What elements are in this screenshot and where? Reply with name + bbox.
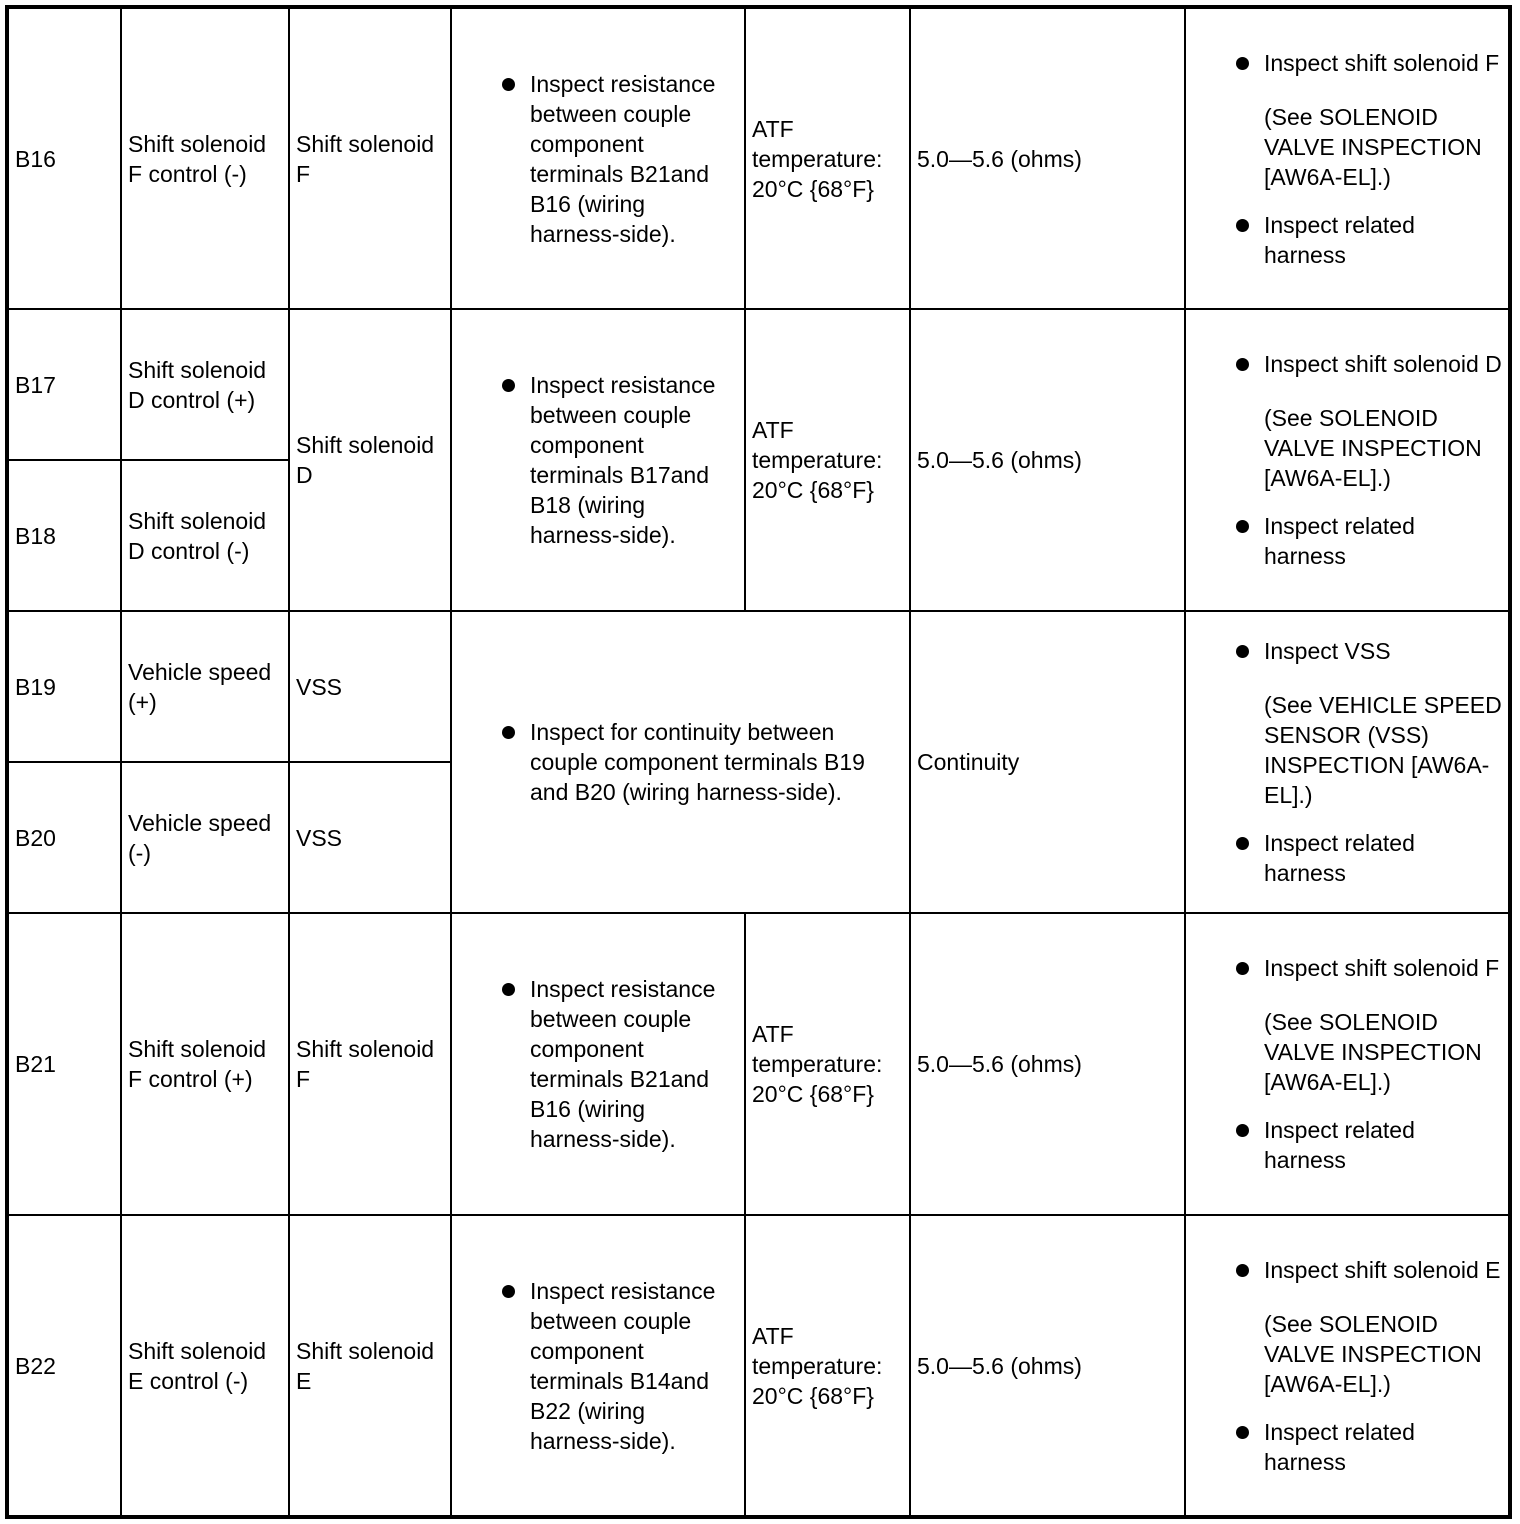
action-text: Inspect related harness xyxy=(1264,830,1415,886)
reference-note: (See SOLENOID VALVE INSPECTION [AW6A-EL].) xyxy=(1264,405,1482,491)
check-cell xyxy=(451,309,745,611)
terminal-cell: B20 xyxy=(7,762,121,913)
action-text: Inspect shift solenoid E xyxy=(1264,1256,1501,1283)
table-row xyxy=(7,611,1510,762)
action-cell xyxy=(1185,611,1510,913)
signal-cell: Vehicle speed (+) xyxy=(121,611,289,762)
terminal-cell: B22 xyxy=(7,1215,121,1517)
bullet-icon xyxy=(1236,1124,1249,1137)
action-text: Inspect VSS xyxy=(1264,638,1391,664)
list-item xyxy=(500,974,738,1154)
bullet-icon xyxy=(502,726,515,739)
component-cell: Shift solenoid E xyxy=(289,1215,451,1517)
reference-note: (See VEHICLE SPEED SENSOR (VSS) INSPECTION [AW6A-EL].) xyxy=(1264,692,1502,808)
list-item xyxy=(1234,953,1502,1097)
check-text: Inspect resistance between couple component terminals B21and B16 (wiring harness-side). xyxy=(530,70,716,247)
table-row xyxy=(7,913,1510,1215)
component-cell: Shift solenoid F xyxy=(289,913,451,1215)
component-cell: Shift solenoid D xyxy=(289,309,451,611)
condition-cell: ATF temperature: 20°C {68°F} xyxy=(745,7,910,309)
spec-cell: Continuity xyxy=(910,611,1185,913)
signal-cell: Shift solenoid F control (-) xyxy=(121,7,289,309)
action-text: Inspect shift solenoid F xyxy=(1264,955,1500,981)
reference-note: (See SOLENOID VALVE INSPECTION [AW6A-EL].) xyxy=(1264,1310,1482,1397)
spec-cell: 5.0—5.6 (ohms) xyxy=(910,7,1185,309)
list-item xyxy=(500,69,738,249)
bullet-icon xyxy=(502,1285,515,1298)
list-item xyxy=(500,370,738,550)
terminal-cell: B19 xyxy=(7,611,121,762)
bullet-icon xyxy=(1236,219,1249,232)
list-item xyxy=(1234,349,1502,493)
list-item xyxy=(1234,828,1502,888)
component-cell: VSS xyxy=(289,762,451,913)
table-row xyxy=(7,1215,1510,1517)
signal-cell: Shift solenoid F control (+) xyxy=(121,913,289,1215)
action-text: Inspect related harness xyxy=(1264,211,1415,268)
table-row xyxy=(7,7,1510,309)
check-cell xyxy=(451,7,745,309)
component-cell: VSS xyxy=(289,611,451,762)
check-text: Inspect resistance between couple component terminals B21and B16 (wiring harness-side). xyxy=(530,976,716,1152)
check-cell xyxy=(451,913,745,1215)
list-item xyxy=(500,717,903,807)
action-cell xyxy=(1185,1215,1510,1517)
reference-note: (See SOLENOID VALVE INSPECTION [AW6A-EL].) xyxy=(1264,1009,1482,1095)
check-text: Inspect resistance between couple component terminals B17and B18 (wiring harness-side). xyxy=(530,372,716,548)
action-text: Inspect shift solenoid D xyxy=(1264,351,1502,377)
action-cell xyxy=(1185,913,1510,1215)
signal-cell: Shift solenoid D control (-) xyxy=(121,460,289,611)
action-text: Inspect related harness xyxy=(1264,1418,1415,1475)
check-text: Inspect resistance between couple component terminals B14and B22 (wiring harness-side). xyxy=(530,1277,716,1454)
inspection-table xyxy=(5,5,1512,1519)
action-text: Inspect shift solenoid F xyxy=(1264,49,1500,76)
bullet-icon xyxy=(1236,57,1249,70)
condition-cell: ATF temperature: 20°C {68°F} xyxy=(745,913,910,1215)
component-cell: Shift solenoid F xyxy=(289,7,451,309)
signal-cell: Shift solenoid E control (-) xyxy=(121,1215,289,1517)
terminal-cell: B17 xyxy=(7,309,121,460)
bullet-icon xyxy=(1236,1426,1249,1439)
bullet-icon xyxy=(1236,1264,1249,1277)
table-row xyxy=(7,309,1510,460)
terminal-cell: B21 xyxy=(7,913,121,1215)
signal-cell: Shift solenoid D control (+) xyxy=(121,309,289,460)
check-text: Inspect for continuity between couple component terminals B19 and B20 (wiring harness-side). xyxy=(530,719,865,805)
action-cell xyxy=(1185,309,1510,611)
list-item xyxy=(1234,1115,1502,1175)
list-item xyxy=(500,1276,738,1456)
list-item xyxy=(1234,210,1502,270)
signal-cell: Vehicle speed (-) xyxy=(121,762,289,913)
bullet-icon xyxy=(1236,520,1249,533)
spec-cell: 5.0—5.6 (ohms) xyxy=(910,1215,1185,1517)
list-item xyxy=(1234,511,1502,571)
bullet-icon xyxy=(502,78,515,91)
list-item xyxy=(1234,636,1502,810)
bullet-icon xyxy=(502,379,515,392)
spec-cell: 5.0—5.6 (ohms) xyxy=(910,913,1185,1215)
bullet-icon xyxy=(1236,837,1249,850)
bullet-icon xyxy=(1236,358,1249,371)
list-item xyxy=(1234,48,1502,192)
bullet-icon xyxy=(502,983,515,996)
condition-cell: ATF temperature: 20°C {68°F} xyxy=(745,1215,910,1517)
terminal-cell: B16 xyxy=(7,7,121,309)
list-item xyxy=(1234,1255,1502,1399)
action-text: Inspect related harness xyxy=(1264,1117,1415,1173)
check-cell xyxy=(451,1215,745,1517)
bullet-icon xyxy=(1236,645,1249,658)
spec-cell: 5.0—5.6 (ohms) xyxy=(910,309,1185,611)
terminal-cell: B18 xyxy=(7,460,121,611)
condition-cell: ATF temperature: 20°C {68°F} xyxy=(745,309,910,611)
check-cell xyxy=(451,611,910,913)
action-text: Inspect related harness xyxy=(1264,513,1415,569)
reference-note: (See SOLENOID VALVE INSPECTION [AW6A-EL].) xyxy=(1264,103,1482,190)
bullet-icon xyxy=(1236,962,1249,975)
action-cell xyxy=(1185,7,1510,309)
list-item xyxy=(1234,1417,1502,1477)
